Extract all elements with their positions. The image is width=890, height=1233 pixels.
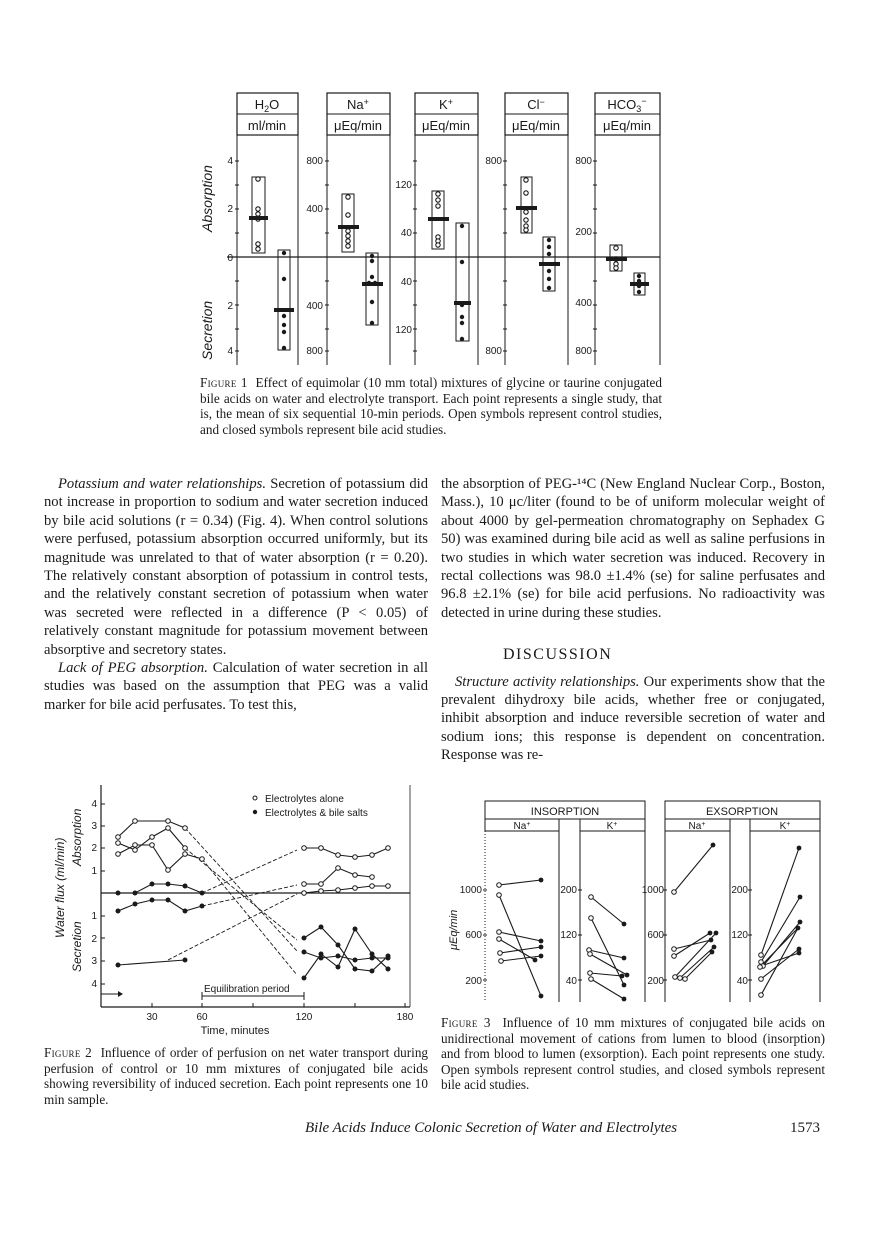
svg-text:800: 800 (575, 346, 592, 357)
figure-2-label: Figure 2 (44, 1045, 93, 1060)
svg-text:H2O: $H_2O$ (254, 97, 280, 114)
svg-text:2: 2 (227, 204, 233, 215)
svg-text:Equilibration period: Equilibration period (204, 984, 290, 995)
figure-1-caption-text: Effect of equimolar (10 mm total) mixtures of glycine or taurine conjugated bile acids on water and electrolyte transport. Each point represents a single study, that is, the mean of six sequential 10-min periods. Open symbols represent control studies, and closed symbols represent bile acid studies. (200, 375, 662, 437)
right-column (441, 475, 825, 765)
svg-text:Absorption: Absorption (70, 808, 84, 866)
svg-text:30: 30 (146, 1012, 158, 1023)
svg-text:Water flux (ml/min): Water flux (ml/min) (53, 837, 67, 938)
svg-text:200: 200 (647, 976, 664, 987)
svg-text:40: 40 (565, 976, 577, 987)
panel-h2o (227, 93, 298, 365)
svg-text:μEq/min: μEq/min (422, 118, 470, 133)
svg-text:200: 200 (465, 976, 482, 987)
svg-text:800: 800 (575, 156, 592, 167)
left-column (44, 475, 428, 714)
y-label-secretion: Secretion (199, 300, 215, 360)
y-label-absorption: Absorption (199, 165, 215, 232)
svg-text:HCO3−: $HCO_3^-$ (607, 96, 647, 114)
svg-text:40: 40 (400, 277, 412, 288)
svg-text:120: 120 (395, 180, 412, 191)
svg-text:Time, minutes: Time, minutes (200, 1025, 270, 1037)
svg-text:400: 400 (306, 301, 323, 312)
running-title: Bile Acids Induce Colonic Secretion of Water and Electrolytes (305, 1120, 678, 1136)
svg-text:0: 0 (227, 253, 233, 264)
panel-cl (485, 93, 568, 365)
paragraph-structure-activity: Structure activity relationships. Our experiments show that the prevalent dihydroxy bile acids, whether free or conjugated, inhibit absorption and induce reversible secretion of water and sodium ions; this response is dependent on concentration. Response was re- (441, 673, 825, 764)
svg-text:Secretion: Secretion (70, 921, 84, 972)
svg-text:K+: K+ (606, 821, 618, 832)
svg-text:Electrolytes & bile salts: Electrolytes & bile salts (265, 808, 368, 819)
paragraph-heading: Potassium and water relationships. (58, 476, 266, 492)
svg-text:120: 120 (295, 1012, 313, 1023)
figure-3-chart (0, 795, 890, 1010)
paragraph-peg: Lack of PEG absorption. Calculation of water secretion in all studies was based on the assumption that PEG was a valid marker for bile acid perfusates. To test this, (44, 660, 428, 713)
svg-text:ml/min: ml/min (247, 118, 287, 133)
svg-text:180: 180 (396, 1012, 414, 1023)
figure-1-caption (200, 375, 662, 437)
svg-text:200: 200 (560, 885, 577, 896)
svg-text:2: 2 (227, 301, 233, 312)
svg-text:4: 4 (227, 346, 233, 357)
svg-text:4: 4 (91, 799, 97, 810)
svg-text:800: 800 (306, 156, 323, 167)
svg-text:40: 40 (736, 976, 748, 987)
figure-1-label: Figure 1 (200, 375, 248, 390)
figure-2-caption (44, 1045, 428, 1107)
svg-text:800: 800 (485, 156, 502, 167)
svg-text:400: 400 (575, 298, 592, 309)
figure-1-chart (0, 0, 890, 370)
svg-text:1: 1 (91, 866, 97, 877)
svg-text:120: 120 (731, 930, 748, 941)
svg-text:K+: K+ (779, 821, 791, 832)
svg-text:3: 3 (91, 821, 97, 832)
svg-text:μEq/min: μEq/min (448, 909, 460, 950)
svg-text:K+: K+ (439, 97, 453, 112)
svg-text:200: 200 (575, 227, 592, 238)
page-number: 1573 (790, 1120, 820, 1136)
svg-text:2: 2 (91, 843, 97, 854)
figure-2-caption-text: Influence of order of perfusion on net water transport during perfusion of control or 10 mm mixtures of conjugated bile acids showing reversibility of induced secretion. Each point represents one 10 min sample. (44, 1045, 429, 1107)
svg-text:μEq/min: μEq/min (334, 118, 382, 133)
svg-text:1000: 1000 (641, 885, 664, 896)
svg-text:Cl−: Cl− (527, 97, 545, 112)
section-heading-discussion: DISCUSSION (503, 646, 613, 664)
svg-text:400: 400 (306, 204, 323, 215)
paragraph-peg-continued: the absorption of PEG-¹⁴C (New England Nuclear Corp., Boston, Mass.), 10 μc/liter (found to be of uniform molecular weight of about 4000 by gel-permeation chromatography on Sephadex G 50) was examined during bile acid as well as saline perfusions in two studies in which water secretion was induced. Recovery in rectal collections was 98.0 ±1.4% (se) for saline perfusates and 96.8 ±2.1% (se) for bile acid perfusions. No radioactivity was detected in urine during these studies. (441, 476, 825, 621)
svg-text:60: 60 (196, 1012, 208, 1023)
svg-text:2: 2 (91, 934, 97, 945)
figure-3-label: Figure 3 (441, 1015, 491, 1030)
svg-text:INSORPTION: INSORPTION (530, 806, 600, 818)
svg-text:EXSORPTION: EXSORPTION (705, 806, 779, 818)
svg-text:800: 800 (485, 346, 502, 357)
svg-text:Na+: Na+ (347, 97, 369, 112)
svg-text:3: 3 (91, 956, 97, 967)
panel-k (395, 93, 478, 365)
svg-text:4: 4 (227, 156, 233, 167)
svg-text:Na+: Na+ (513, 821, 531, 832)
paragraph-heading: Structure activity relationships. (455, 673, 640, 690)
figure-3-caption-text: Influence of 10 mm mixtures of conjugated bile acids on unidirectional movement of cations from lumen to blood (insorption) and from blood to lumen (exsorption). Each point represents one study. Open symbols represent control studies, and closed symbols represent bile acid studies. (441, 1015, 826, 1093)
svg-text:600: 600 (647, 930, 664, 941)
svg-text:4: 4 (91, 979, 97, 990)
svg-text:Na+: Na+ (688, 821, 706, 832)
svg-text:120: 120 (395, 325, 412, 336)
svg-text:40: 40 (400, 228, 412, 239)
svg-text:μEq/min: μEq/min (512, 118, 560, 133)
panel-hco3 (575, 93, 660, 365)
svg-text:1: 1 (91, 911, 97, 922)
paragraph-heading: Lack of PEG absorption. (58, 660, 208, 677)
svg-text:600: 600 (465, 930, 482, 941)
svg-text:120: 120 (560, 930, 577, 941)
svg-text:200: 200 (731, 885, 748, 896)
svg-text:800: 800 (306, 346, 323, 357)
panel-na (306, 93, 390, 365)
figure-3-caption (441, 1015, 825, 1093)
svg-text:μEq/min: μEq/min (603, 118, 651, 133)
svg-text:Electrolytes alone: Electrolytes alone (265, 794, 344, 805)
svg-text:1000: 1000 (459, 885, 482, 896)
paragraph-potassium: Potassium and water relationships. Secretion of potassium did not increase in proportion to sodium and water secretion induced by bile acid solutions (r = 0.34) (Fig. 4). When control solutions were perfused, potassium absorption occurred uniformly, but its magnitude was unrelated to that of water absorption (r = 0.20). The relatively constant absorption of potassium in control tests, and the relatively constant secretion of potassium when water was secreted were reflected in a difference (P < 0.05) of relatively constant magnitude for potassium movement between absorptive and secretory states. (44, 476, 428, 658)
